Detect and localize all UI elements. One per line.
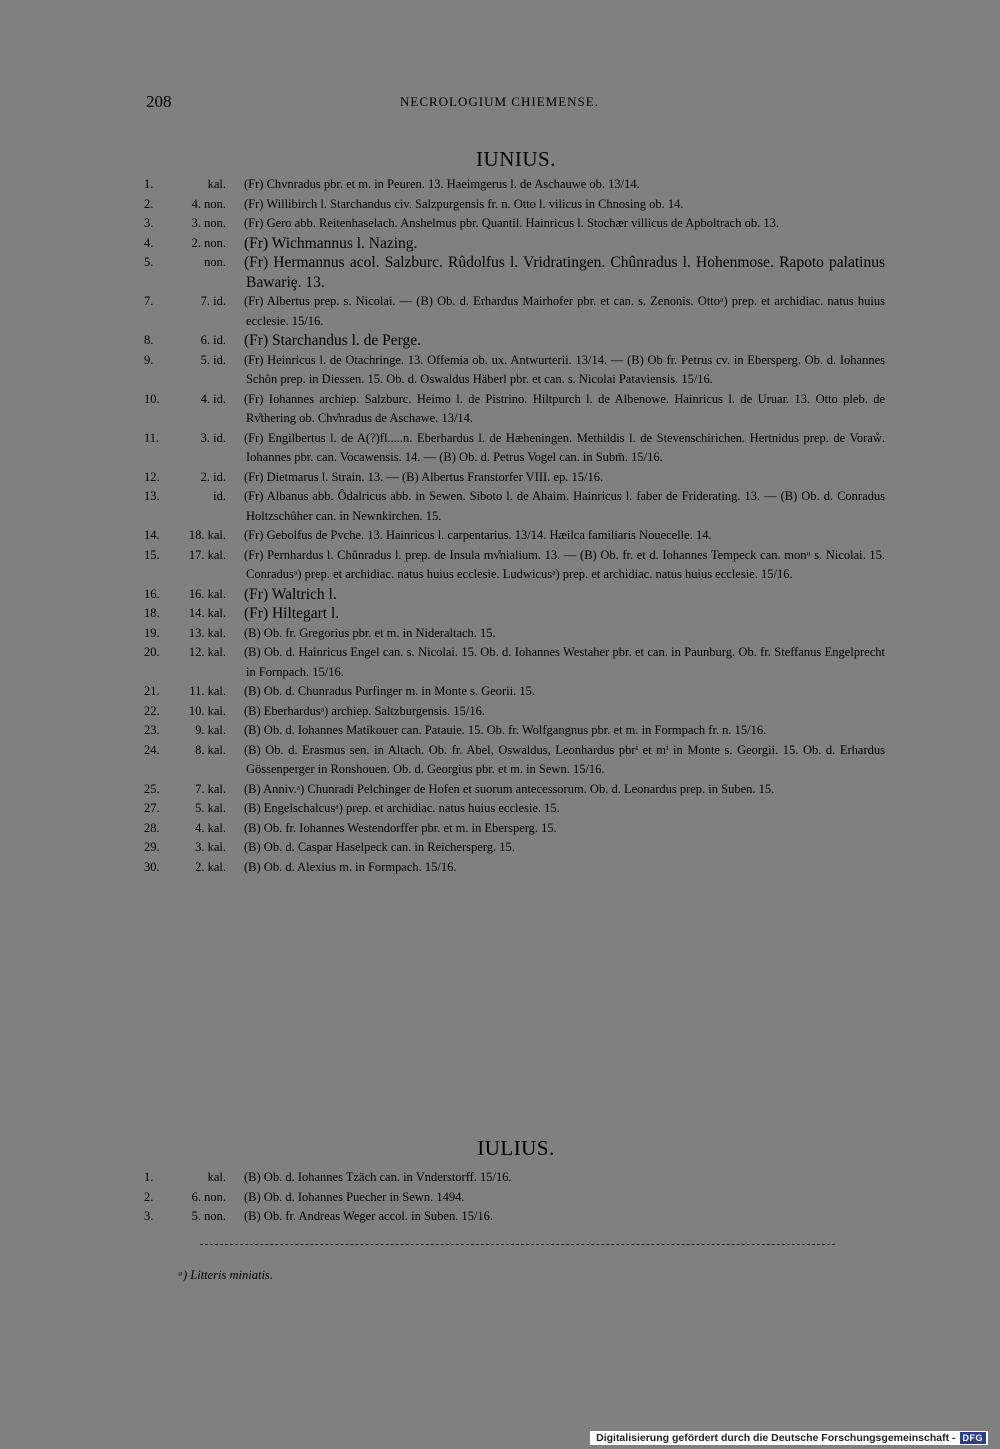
footnote: ᵃ) Litteris miniatis.	[178, 1268, 273, 1282]
entry-text: (Fr) Heinricus l. de Otachringe. 13. Offemia ob. ux. Antwurterii. 13/14. — (B) Ob fr. Petrus cv. in Ebersperg. Ob. d. Iohannes Schôn prep. in Diessen. 15. Ob. d. Oswaldus Häberl pbr. et can. s. Nicolai Pataviensis. 15/16.	[244, 352, 885, 386]
entry-text: (B) Anniv.ᵃ) Chunradi Pelchinger de Hofen et suorum antecessorum. Ob. d. Leonardus prep. in Suben. 15.	[244, 781, 775, 796]
entry-text: (B) Ob. d. Chunradus Purfinger m. in Monte s. Georii. 15.	[244, 684, 535, 698]
entry-roman-date: 3. kal.	[195, 840, 226, 854]
entry-text: (Fr) Wichmannus l. Nazing.	[244, 234, 418, 252]
entry-roman-date: 5. kal.	[195, 801, 226, 815]
entry-roman-date: 3. id.	[200, 430, 226, 445]
entry-roman-date: kal.	[207, 1170, 226, 1184]
entry-day: 21.	[144, 684, 160, 698]
entry-text: (B) Ob. fr. Andreas Weger accol. in Suben. 15/16.	[244, 1209, 494, 1223]
entry-roman-date: 11. kal.	[189, 684, 226, 698]
necrology-entry	[140, 292, 885, 331]
entry-roman-date: 18. kal.	[188, 528, 226, 542]
entry-roman-date: 2. kal.	[195, 859, 226, 874]
footer-credit-bar[interactable]	[590, 1431, 988, 1445]
entry-text: (Fr) Albanus abb. Ôdalricus abb. in Sewen. Siboto l. de Ahaim. Hainricus l. faber de Friderating. 13. — (B) Ob. d. Conradus Holtzschûher can. in Newnkirchen. 15.	[244, 489, 885, 523]
entry-day: 1.	[144, 1170, 154, 1184]
entry-roman-date: 3. non.	[191, 216, 226, 230]
entry-roman-date: 4. id.	[200, 391, 226, 406]
june-entries	[140, 175, 885, 877]
entry-day: 13.	[144, 489, 160, 503]
entry-roman-date: kal.	[207, 177, 226, 191]
entry-day: 10.	[144, 391, 160, 406]
necrology-entry	[140, 799, 885, 819]
necrology-entry	[140, 858, 885, 878]
necrology-entry	[140, 721, 885, 741]
necrology-entry	[140, 585, 885, 605]
entry-text: (Fr) Gero abb. Reitenhaselach. Anshelmus pbr. Quantil. Hainricus l. Stochær villicus de Apboltrach ob. 13.	[244, 216, 779, 230]
entry-roman-date: 4. non.	[191, 196, 226, 211]
entry-day: 27.	[144, 801, 160, 815]
entry-roman-date: 5. id.	[200, 352, 226, 367]
entry-day: 19.	[144, 625, 160, 640]
entry-day: 2.	[144, 1189, 154, 1204]
entry-day: 9.	[144, 352, 154, 367]
entry-roman-date: 2. id.	[200, 469, 226, 484]
necrology-entry	[140, 253, 885, 292]
necrology-entry	[140, 487, 885, 526]
necrology-entry	[140, 195, 885, 215]
entry-text: (B) Ob. d. Iohannes Puecher in Sewn. 1494.	[244, 1189, 465, 1204]
entry-day: 3.	[144, 1209, 154, 1223]
necrology-entry	[140, 390, 885, 429]
necrology-entry	[140, 175, 885, 195]
entry-day: 7.	[144, 294, 154, 308]
entry-text: (Fr) Hiltegart l.	[244, 605, 340, 622]
entry-day: 15.	[144, 547, 160, 562]
necrology-entry	[140, 1207, 885, 1227]
running-title: NECROLOGIUM CHIEMENSE.	[400, 94, 599, 109]
entry-day: 16.	[144, 586, 160, 601]
entry-day: 29.	[144, 840, 160, 854]
entry-roman-date: id.	[213, 489, 226, 503]
month-heading-june: IUNIUS.	[476, 147, 556, 171]
entry-roman-date: 2. non.	[191, 235, 226, 250]
entry-text: (Fr) Iohannes archiep. Salzburc. Heimo l. de Pistrino. Hiltpurch l. de Albenowe. Hainricus l. de Uruar. 13. Otto pleb. de Rv̊thering ob. Chv̊nradus de Aschawe. 13/14.	[244, 391, 885, 425]
necrology-entry	[140, 1188, 885, 1208]
necrology-entry	[140, 624, 885, 644]
footnote-rule	[200, 1244, 835, 1245]
entry-text: (B) Ob. d. Iohannes Tzäch can. in Vnderstorff. 15/16.	[244, 1170, 512, 1184]
entry-day: 3.	[144, 216, 154, 230]
footer-credit-text: Digitalisierung gefördert durch die Deutsche Forschungsgemeinschaft -	[596, 1432, 956, 1444]
necrology-entry	[140, 838, 885, 858]
entry-roman-date: 17. kal.	[188, 547, 226, 562]
entry-text: (B) Ob. fr. Gregorius pbr. et m. in Nideraltach. 15.	[244, 625, 496, 640]
necrology-entry	[140, 546, 885, 585]
entry-day: 11.	[144, 430, 160, 445]
necrology-entry	[140, 331, 885, 351]
entry-text: (Fr) Chvnradus pbr. et m. in Peuren. 13. Haeimgerus l. de Aschauwe ob. 13/14.	[244, 177, 640, 191]
entry-roman-date: 9. kal.	[195, 723, 226, 737]
entry-roman-date: non.	[204, 255, 226, 269]
entry-day: 4.	[144, 235, 154, 250]
necrology-entry	[140, 682, 885, 702]
entry-text: (B) Ob. d. Iohannes Matikouer can. Patauie. 15. Ob. fr. Wolfgangnus pbr. et m. in Formpach fr. n. 15/16.	[244, 723, 767, 737]
entry-roman-date: 13. kal.	[188, 625, 226, 640]
entry-text: (B) Ob. d. Caspar Haselpeck can. in Reichersperg. 15.	[244, 840, 515, 854]
entry-day: 25.	[144, 781, 160, 796]
necrology-entry	[140, 468, 885, 488]
entry-roman-date: 12. kal.	[188, 645, 226, 659]
necrology-entry	[140, 604, 885, 624]
necrology-entry	[140, 780, 885, 800]
entry-day: 8.	[144, 333, 154, 347]
necrology-entry	[140, 214, 885, 234]
entry-roman-date: 5. non.	[191, 1209, 226, 1223]
entry-text: (B) Ob. d. Hainricus Engel can. s. Nicolai. 15. Ob. d. Iohannes Westaher pbr. et can. in Paunburg. Ob. fr. Steffanus Engelprecht in Fornpach. 15/16.	[244, 645, 885, 679]
entry-text: (Fr) Gebolfus de Pvche. 13. Hainricus l. carpentarius. 13/14. Hæilca familiaris Nouecelle. 14.	[244, 528, 712, 542]
entry-text: (Fr) Starchandus l. de Perge.	[244, 332, 422, 349]
entry-roman-date: 16. kal.	[188, 586, 226, 601]
dfg-logo-icon: DFG	[960, 1432, 987, 1444]
necrology-entry	[140, 429, 885, 468]
necrology-entry	[140, 1168, 885, 1188]
entry-day: 24.	[144, 742, 160, 757]
necrology-entry	[140, 741, 885, 780]
entry-day: 22.	[144, 703, 160, 718]
entry-roman-date: 10. kal.	[188, 703, 226, 718]
necrology-entry	[140, 702, 885, 722]
necrology-entry	[140, 351, 885, 390]
entry-day: 5.	[144, 255, 154, 269]
entry-text: (Fr) Engilbertus l. de A(?)fl.....n. Eberhardus l. de Hæheningen. Methildis l. de Stevenschirichen. Hertnidus prep. de Voraẘ. Iohannes pbr. can. Vocawensis. 14. — (B) Ob. d. Petrus Vogel can. in Subm̄. 15/16.	[244, 430, 885, 464]
entry-text: (Fr) Waltrich l.	[244, 585, 337, 603]
entry-roman-date: 6. non.	[191, 1189, 226, 1204]
necrology-entry	[140, 643, 885, 682]
necrology-entry	[140, 234, 885, 254]
entry-roman-date: 6. id.	[200, 333, 226, 347]
entry-roman-date: 8. kal.	[195, 742, 226, 757]
entry-day: 28.	[144, 820, 160, 835]
entry-text: (B) Engelschalcusᵃ) prep. et archidiac. natus huius ecclesie. 15.	[244, 801, 560, 815]
entry-day: 2.	[144, 196, 154, 211]
july-entries	[140, 1168, 885, 1227]
necrology-entry	[140, 526, 885, 546]
entry-text: (Fr) Pernhardus l. Chûnradus l. prep. de Insula mv̊nialium. 13. — (B) Ob. fr. et d. Iohannes Tempeck can. monᵘ s. Nicolai. 15. Conradusᵃ) prep. et archidiac. natus huius ecclesie. Ludwicusᵃ) prep. et archidiac. natus huius ecclesie. 15/16.	[244, 547, 885, 581]
entry-text: (Fr) Albertus prep. s. Nicolai. — (B) Ob. d. Erhardus Mairhofer pbr. et can. s. Zenonis. Ottoᵃ) prep. et archidiac. natus huius ecclesie. 15/16.	[244, 294, 885, 328]
entry-text: (Fr) Dietmarus l. Strain. 13. — (B) Albertus Franstorfer VIII. ep. 15/16.	[244, 469, 604, 484]
entry-text: (B) Ob. d. Alexius m. in Formpach. 15/16.	[244, 859, 457, 874]
entry-day: 14.	[144, 528, 160, 542]
entry-roman-date: 14. kal.	[188, 606, 226, 620]
necrology-entry	[140, 819, 885, 839]
entry-text: (Fr) Hermannus acol. Salzburc. Rûdolfus l. Vridratingen. Chûnradus l. Hohenmose. Rapoto palatinus Bawariȩ. 13.	[244, 254, 885, 291]
entry-text: (B) Eberhardusᵃ) archiep. Saltzburgensis. 15/16.	[244, 703, 485, 718]
entry-day: 30.	[144, 859, 160, 874]
entry-text: (Fr) Willibirch l. Starchandus civ. Salzpurgensis fr. n. Otto l. vilicus in Chnosing ob. 14.	[244, 196, 684, 211]
entry-text: (B) Ob. d. Erasmus sen. in Altach. Ob. fr. Abel, Oswaldus, Leonhardus pbrⁱ et mⁱ in Monte s. Georgii. 15. Ob. d. Erhardus Gössenperger in Ronshouen. Ob. d. Georgius pbr. et m. in Sewn. 15/16.	[244, 742, 885, 776]
entry-roman-date: 4. kal.	[195, 820, 226, 835]
page-number: 208	[146, 92, 172, 111]
entry-day: 20.	[144, 645, 160, 659]
entry-roman-date: 7. id.	[200, 294, 226, 308]
month-heading-july: IULIUS.	[477, 1136, 555, 1160]
entry-day: 1.	[144, 177, 154, 191]
entry-day: 18.	[144, 606, 160, 620]
entry-day: 12.	[144, 469, 160, 484]
entry-text: (B) Ob. fr. Iohannes Westendorffer pbr. et m. in Ebersperg. 15.	[244, 820, 557, 835]
entry-day: 23.	[144, 723, 160, 737]
entry-roman-date: 7. kal.	[195, 781, 226, 796]
